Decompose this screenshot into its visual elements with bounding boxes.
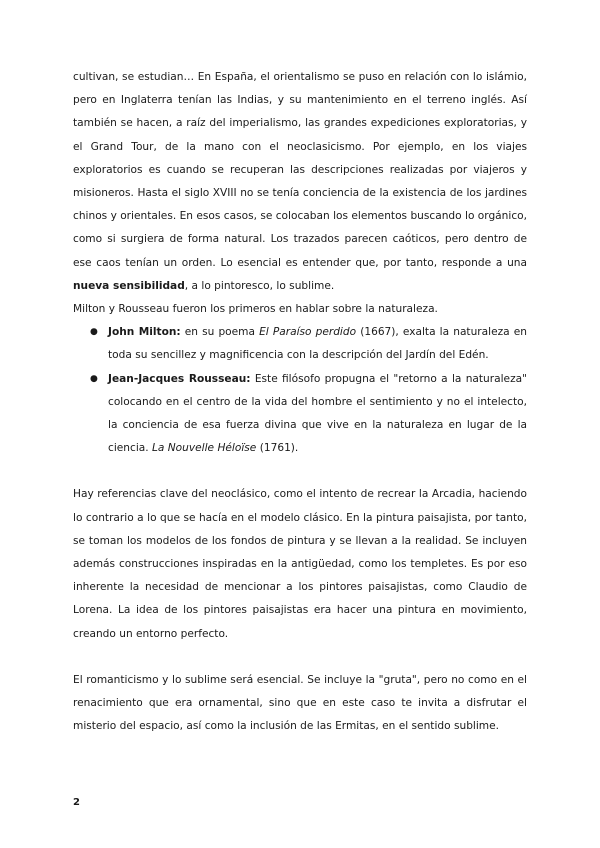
- list-text: Este filósofo propugna el "retorno a la naturaleza" colocando en el centro de la vida del hombre el sentimiento y no el intelecto, la conciencia de esa fuerza divina que vive en la naturaleza en lugar de la ciencia.: [108, 372, 528, 455]
- page-number: 2: [73, 797, 80, 808]
- paragraph-milton-rousseau: Milton y Rousseau fueron los primeros en hablar sobre la naturaleza.: [73, 303, 438, 316]
- author-name: Jean-Jacques Rousseau:: [108, 372, 251, 385]
- list-item-milton: [90, 321, 527, 367]
- author-name: John Milton:: [108, 326, 181, 339]
- bullet-icon: ●: [90, 327, 98, 338]
- paragraph-neoclassic: Hay referencias clave del neoclásico, como el intento de recrear la Arcadia, haciendo lo contrario a lo que se hacía en el modelo clásico. En la pintura paisajista, por tanto, se toman los modelos de los fondos de pintura y se llevan a la realidad. Se incluyen además construcciones inspiradas en la antigüedad, como los templetes. Es por eso inherente la necesidad de mencionar a los pintores paisajistas, como Claudio de Lorena. La idea de los pintores paisajistas era hacer una pintura en movimiento, creando un entorno perfecto.: [73, 488, 527, 640]
- work-title: El Paraíso perdido: [259, 326, 357, 339]
- work-title: La Nouvelle Héloïse: [152, 442, 257, 455]
- bullet-icon: ●: [90, 373, 98, 384]
- bullet-list: [73, 321, 527, 460]
- list-item-rousseau: [90, 368, 528, 461]
- paragraph-romanticism: El romanticismo y lo sublime será esencial. Se incluye la "gruta", pero no como en el renacimiento que era ornamental, sino que en este caso te invita a disfrutar el misterio del espacio, así como la inclusión de las Ermitas, en el sentido sublime.: [73, 673, 527, 733]
- paragraph-orientalism: [73, 66, 527, 298]
- list-text: en su poema: [180, 326, 260, 339]
- paragraph-text: cultivan, se estudian… En España, el orientalismo se puso en relación con lo islámio, pero en Inglaterra tenían las Indias, y su mantenimiento en el terreno inglés. Así también se hacen, a raíz del imperialismo, las grandes expediciones exploratorias, y el Grand Tour, de la mano con el neoclasicismo. Por ejemplo, en los viajes exploratorios es cuando se recuperan las descripciones realizadas por viajeros y misioneros. Hasta el siglo XVIII no se tenía conciencia de la existencia de los jardines chinos y orientales. En esos casos, se colocaban los elementos buscando lo orgánico, como si surgiera de forma natural. Los trazados parecen caóticos, pero dentro de ese caos tenían un orden. Lo esencial es entender que, por tanto, responde a una: [73, 71, 527, 269]
- list-text: (1761).: [256, 442, 299, 455]
- list-text: (1667), exalta la naturaleza en toda su sencillez y magnificencia con la descripción del Jardín del Edén.: [108, 326, 527, 362]
- paragraph-text: , a lo pintoresco, lo sublime.: [184, 279, 335, 292]
- document-body: [73, 66, 527, 738]
- bold-phrase: nueva sensibilidad: [73, 279, 185, 292]
